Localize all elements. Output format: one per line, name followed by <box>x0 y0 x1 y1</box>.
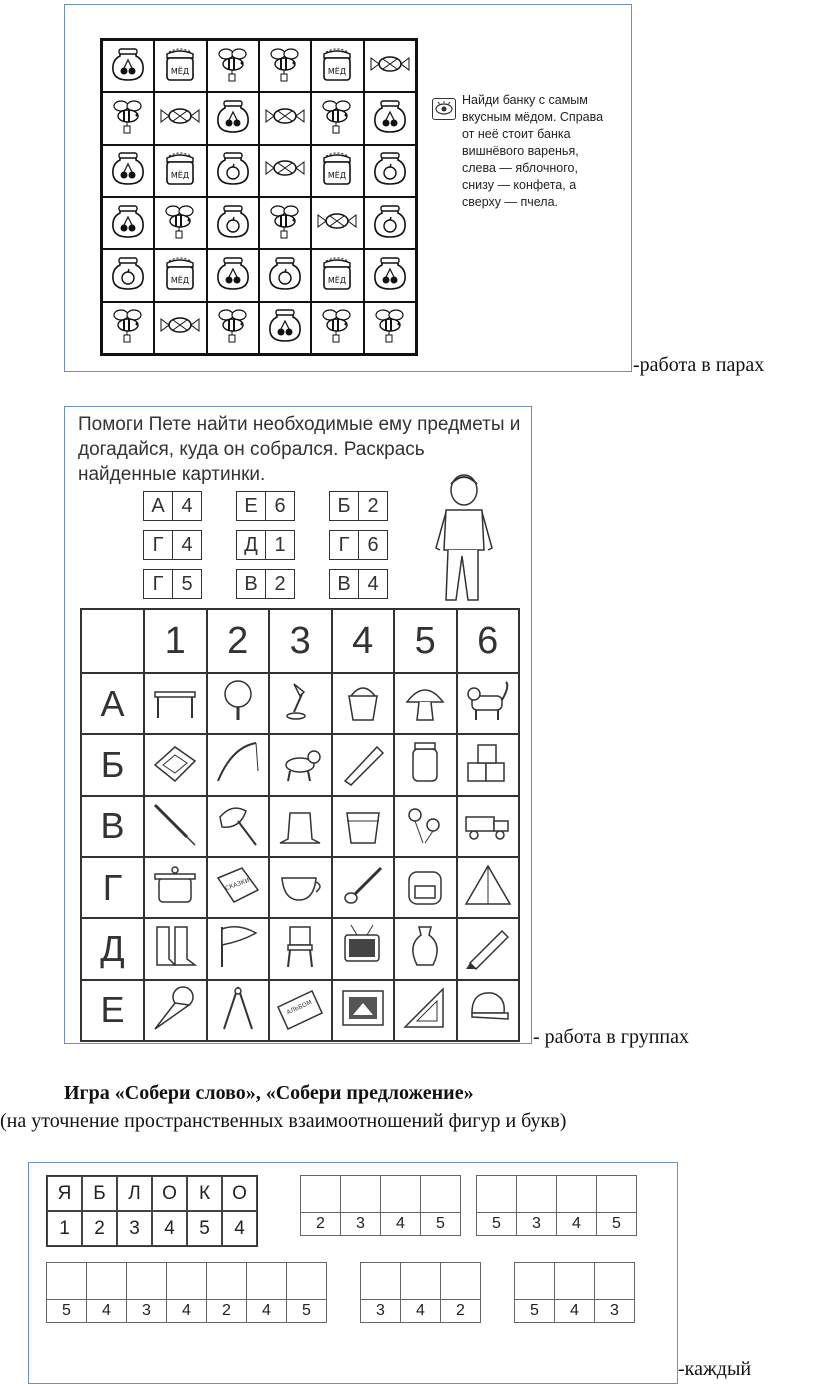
grid-cell-cherry-jar <box>259 302 311 354</box>
honey-jar-icon <box>159 253 201 298</box>
net-icon <box>212 799 264 854</box>
cubes-icon <box>462 737 514 792</box>
letter-slot[interactable] <box>595 1263 634 1299</box>
slot-number: 5 <box>477 1212 517 1235</box>
word-number: 2 <box>82 1211 117 1246</box>
grid-cell-candy <box>154 92 206 144</box>
slot-number: 4 <box>167 1299 207 1322</box>
letter-slot[interactable] <box>361 1263 401 1299</box>
grid-cell-cherry-jar <box>207 92 259 144</box>
letter-slot[interactable] <box>301 1176 341 1212</box>
letter-slot[interactable] <box>207 1263 247 1299</box>
code-number: 4 <box>172 531 201 559</box>
slot-number: 4 <box>555 1299 595 1322</box>
code-pair <box>329 530 388 560</box>
code-pair <box>236 530 295 560</box>
word-puzzle <box>476 1175 637 1236</box>
grid-cell-candy <box>364 40 416 92</box>
item-cell-pencil[interactable] <box>457 918 520 979</box>
grid-cell-apple-jar <box>207 145 259 197</box>
item-cell-cup[interactable] <box>269 857 332 918</box>
candy-icon <box>368 44 412 89</box>
svg-text:МЁД: МЁД <box>171 171 190 181</box>
cat-icon <box>462 676 514 731</box>
book-icon <box>149 737 201 792</box>
item-cell-tree[interactable] <box>207 673 270 734</box>
slot-number: 4 <box>557 1212 597 1235</box>
slot-number: 3 <box>341 1212 381 1235</box>
slot-number: 4 <box>87 1299 127 1322</box>
code-number: 6 <box>358 531 387 559</box>
bee-icon <box>160 201 200 246</box>
row-header: Б <box>81 734 144 795</box>
apple-jar-icon <box>370 148 410 193</box>
code-pair <box>143 491 202 521</box>
flowers-icon <box>399 799 451 854</box>
item-cell-compass[interactable] <box>207 980 270 1041</box>
word-key-table <box>46 1175 258 1247</box>
grid-cell-honey-jar <box>311 145 363 197</box>
item-cell-brush[interactable] <box>144 796 207 857</box>
grid-cell-bee <box>259 197 311 249</box>
grid-cell-apple-jar <box>102 249 154 301</box>
word-number: 5 <box>187 1211 222 1246</box>
code-pair <box>236 569 295 599</box>
slot-number: 5 <box>287 1299 326 1322</box>
bee-icon <box>108 96 148 141</box>
code-pair <box>143 569 202 599</box>
pencil-icon <box>462 921 514 976</box>
code-letter: В <box>244 572 258 595</box>
svg-text:МЁД: МЁД <box>171 66 190 76</box>
cherry-jar-icon <box>213 96 253 141</box>
cherry-jar-icon <box>265 305 305 350</box>
item-cell-table[interactable] <box>144 673 207 734</box>
slot-number: 4 <box>247 1299 287 1322</box>
grid-cell-apple-jar <box>364 145 416 197</box>
item-cell-truck[interactable] <box>457 796 520 857</box>
grid-cell-honey-jar <box>311 249 363 301</box>
pot-icon <box>149 860 201 915</box>
grid-cell-honey-jar <box>311 40 363 92</box>
groups-caption: - работа в группах <box>533 1026 689 1048</box>
grid-cell-apple-jar <box>207 197 259 249</box>
svg-text:АЛЬБОМ: АЛЬБОМ <box>285 998 314 1017</box>
word-letter: Л <box>117 1176 152 1211</box>
grid-cell-cherry-jar <box>364 92 416 144</box>
grid-cell-apple-jar <box>364 197 416 249</box>
apple-jar-icon <box>108 253 148 298</box>
code-letter: Г <box>338 533 350 556</box>
code-number: 6 <box>265 492 294 520</box>
item-cell-cat[interactable] <box>457 673 520 734</box>
item-cell-vase[interactable] <box>394 918 457 979</box>
letter-slot[interactable] <box>557 1176 597 1212</box>
slot-number: 5 <box>515 1299 555 1322</box>
letter-slot[interactable] <box>287 1263 326 1299</box>
grid-cell-apple-jar <box>259 249 311 301</box>
letter-slot[interactable] <box>401 1263 441 1299</box>
picture-icon <box>337 983 389 1038</box>
slot-number: 2 <box>301 1212 341 1235</box>
item-cell-stump[interactable] <box>269 796 332 857</box>
cherry-jar-icon <box>108 148 148 193</box>
item-cell-bucket[interactable] <box>332 673 395 734</box>
flag-icon <box>212 921 264 976</box>
code-letter: Г <box>152 572 164 595</box>
grid-cell-cherry-jar <box>102 40 154 92</box>
row-header: А <box>81 673 144 734</box>
spoon-icon <box>337 860 389 915</box>
pail-icon <box>337 799 389 854</box>
item-cell-tv[interactable] <box>332 918 395 979</box>
candy-icon <box>158 96 202 141</box>
item-cell-net[interactable] <box>207 796 270 857</box>
cherry-jar-icon <box>213 253 253 298</box>
candy-icon <box>158 305 202 350</box>
word-letter: О <box>222 1176 257 1211</box>
candy-icon <box>315 201 359 246</box>
slot-number: 4 <box>401 1299 441 1322</box>
grid-cell-honey-jar <box>154 40 206 92</box>
code-number: 2 <box>265 570 294 598</box>
item-cell-pen[interactable] <box>332 734 395 795</box>
word-puzzle <box>514 1262 635 1323</box>
item-cell-picture[interactable] <box>332 980 395 1041</box>
slot-number: 3 <box>517 1212 557 1235</box>
svg-text:МЁД: МЁД <box>328 275 347 285</box>
row-header: Г <box>81 857 144 918</box>
code-letter: Г <box>152 533 164 556</box>
tree-icon <box>212 676 264 731</box>
dog-icon <box>274 737 326 792</box>
letter-slot[interactable] <box>555 1263 595 1299</box>
slot-number: 2 <box>441 1299 480 1322</box>
grid-cell-bee <box>102 302 154 354</box>
code-number: 2 <box>358 492 387 520</box>
jar-icon <box>399 737 451 792</box>
grid-cell-bee <box>102 92 154 144</box>
code-letter: Е <box>244 494 258 517</box>
fishing-rod-icon <box>212 737 264 792</box>
ice-cream-icon <box>149 983 201 1038</box>
item-cell-backpack[interactable] <box>394 857 457 918</box>
eye-icon <box>432 98 456 120</box>
grid-cell-bee <box>207 40 259 92</box>
grid-cell-cherry-jar <box>102 197 154 249</box>
each-caption: -каждый <box>678 1358 752 1380</box>
item-cell-cap[interactable] <box>457 980 520 1041</box>
letter-slot[interactable] <box>597 1176 636 1212</box>
chair-icon <box>274 921 326 976</box>
bee-icon <box>108 305 148 350</box>
table-icon <box>149 676 201 731</box>
bee-icon <box>213 305 253 350</box>
word-number: 3 <box>117 1211 152 1246</box>
code-pair <box>329 569 388 599</box>
column-header: 6 <box>457 609 520 673</box>
column-header: 2 <box>207 609 270 673</box>
honey-jar-icon <box>159 44 201 89</box>
code-pair <box>143 530 202 560</box>
word-number: 1 <box>47 1211 82 1246</box>
bee-icon <box>265 44 305 89</box>
item-cell-chair[interactable] <box>269 918 332 979</box>
code-letter: Б <box>337 494 351 517</box>
petya-task-text: Помоги Пете найти необходимые ему предметы и догадайся, куда он собрался. Раскрась найденные картинки. <box>78 414 521 485</box>
row-header: Е <box>81 980 144 1041</box>
letter-slot[interactable] <box>477 1176 517 1212</box>
word-letter: О <box>152 1176 187 1211</box>
game-subheading: (на уточнение пространственных взаимоотношений фигур и букв) <box>0 1110 567 1132</box>
album-icon <box>274 983 326 1038</box>
grid-cell-cherry-jar <box>207 249 259 301</box>
letter-slot[interactable] <box>517 1176 557 1212</box>
item-cell-jar[interactable] <box>394 734 457 795</box>
cup-icon <box>274 860 326 915</box>
truck-icon <box>462 799 514 854</box>
grid-cell-bee <box>311 302 363 354</box>
item-cell-pot[interactable] <box>144 857 207 918</box>
mushroom-icon <box>399 676 451 731</box>
cherry-jar-icon <box>370 96 410 141</box>
vase-icon <box>399 921 451 976</box>
code-number: 4 <box>358 570 387 598</box>
boots-icon <box>149 921 201 976</box>
item-cell-cubes[interactable] <box>457 734 520 795</box>
code-number: 4 <box>172 492 201 520</box>
item-cell-mushroom[interactable] <box>394 673 457 734</box>
letter-slot[interactable] <box>87 1263 127 1299</box>
pairs-caption: -работа в парах <box>633 354 765 376</box>
column-header: 4 <box>332 609 395 673</box>
code-letter: В <box>337 572 351 595</box>
column-header: 5 <box>394 609 457 673</box>
letter-slot[interactable] <box>47 1263 87 1299</box>
bee-icon <box>213 44 253 89</box>
letter-slot[interactable] <box>381 1176 421 1212</box>
letter-slot[interactable] <box>421 1176 460 1212</box>
grid-cell-bee <box>259 40 311 92</box>
grid-cell-candy <box>154 302 206 354</box>
letter-slot[interactable] <box>341 1176 381 1212</box>
backpack-icon <box>399 860 451 915</box>
grid-cell-honey-jar <box>154 249 206 301</box>
apple-jar-icon <box>213 201 253 246</box>
item-cell-flowers[interactable] <box>394 796 457 857</box>
code-number: 1 <box>265 531 294 559</box>
bee-icon <box>317 96 357 141</box>
candy-icon <box>263 96 307 141</box>
word-number: 4 <box>222 1211 257 1246</box>
word-letter: Б <box>82 1176 117 1211</box>
apple-jar-icon <box>213 148 253 193</box>
triangle-icon <box>399 983 451 1038</box>
grid-cell-bee <box>364 302 416 354</box>
code-letter: А <box>151 494 165 517</box>
bee-icon <box>317 305 357 350</box>
word-number: 4 <box>152 1211 187 1246</box>
item-cell-boots[interactable] <box>144 918 207 979</box>
slot-number: 5 <box>47 1299 87 1322</box>
item-cell-pail[interactable] <box>332 796 395 857</box>
cherry-jar-icon <box>108 201 148 246</box>
grid-cell-candy <box>311 197 363 249</box>
item-cell-book[interactable] <box>144 734 207 795</box>
tv-icon <box>337 921 389 976</box>
code-number: 5 <box>172 570 201 598</box>
honey-jar-icon <box>316 44 358 89</box>
word-puzzle <box>360 1262 481 1323</box>
letter-slot[interactable] <box>441 1263 480 1299</box>
candy-icon <box>263 148 307 193</box>
item-cell-flag[interactable] <box>207 918 270 979</box>
bee-icon <box>370 305 410 350</box>
brush-icon <box>149 799 201 854</box>
honey-jar-icon <box>316 148 358 193</box>
pen-icon <box>337 737 389 792</box>
cap-icon <box>462 983 514 1038</box>
honey-grid <box>100 38 418 356</box>
apple-jar-icon <box>265 253 305 298</box>
code-pair <box>329 491 388 521</box>
slot-number: 3 <box>595 1299 634 1322</box>
slot-number: 2 <box>207 1299 247 1322</box>
row-header: Д <box>81 918 144 979</box>
item-cell-album[interactable] <box>269 980 332 1041</box>
boy-figure <box>428 470 500 606</box>
column-header: 3 <box>269 609 332 673</box>
grid-cell-cherry-jar <box>102 145 154 197</box>
word-letter: Я <box>47 1176 82 1211</box>
grid-cell-candy <box>259 145 311 197</box>
slot-number: 5 <box>597 1212 636 1235</box>
tales-book-icon <box>212 860 264 915</box>
honey-jar-icon <box>316 253 358 298</box>
svg-text:МЁД: МЁД <box>328 66 347 76</box>
item-cell-spoon[interactable] <box>332 857 395 918</box>
column-header: 1 <box>144 609 207 673</box>
cherry-jar-icon <box>108 44 148 89</box>
word-puzzle <box>300 1175 461 1236</box>
item-cell-lamp[interactable] <box>269 673 332 734</box>
bee-icon <box>265 201 305 246</box>
item-cell-ice-cream[interactable] <box>144 980 207 1041</box>
grid-cell-bee <box>311 92 363 144</box>
word-puzzle <box>46 1262 327 1323</box>
slot-number: 3 <box>361 1299 401 1322</box>
bucket-icon <box>337 676 389 731</box>
item-cell-tent[interactable] <box>457 857 520 918</box>
lamp-icon <box>274 676 326 731</box>
code-pair <box>236 491 295 521</box>
items-grid <box>80 608 520 1042</box>
grid-cell-bee <box>207 302 259 354</box>
tent-icon <box>462 860 514 915</box>
apple-jar-icon <box>370 201 410 246</box>
grid-corner <box>81 609 144 673</box>
letter-slot[interactable] <box>515 1263 555 1299</box>
slot-number: 3 <box>127 1299 167 1322</box>
slot-number: 5 <box>421 1212 460 1235</box>
svg-text:МЁД: МЁД <box>171 275 190 285</box>
slot-number: 4 <box>381 1212 421 1235</box>
letter-slot[interactable] <box>127 1263 167 1299</box>
game-heading: Игра «Собери слово», «Собери предложение» <box>64 1082 474 1104</box>
grid-cell-bee <box>154 197 206 249</box>
letter-slot[interactable] <box>247 1263 287 1299</box>
code-letter: Д <box>244 533 258 556</box>
item-cell-tales-book[interactable] <box>207 857 270 918</box>
letter-slot[interactable] <box>167 1263 207 1299</box>
compass-icon <box>212 983 264 1038</box>
cherry-jar-icon <box>370 253 410 298</box>
item-cell-fishing-rod[interactable] <box>207 734 270 795</box>
grid-cell-honey-jar <box>154 145 206 197</box>
honey-jar-icon <box>159 148 201 193</box>
word-letter: К <box>187 1176 222 1211</box>
grid-cell-cherry-jar <box>364 249 416 301</box>
svg-text:СКАЗКИ: СКАЗКИ <box>224 877 251 893</box>
item-cell-dog[interactable] <box>269 734 332 795</box>
honey-task-text: Найди банку с самым вкусным мёдом. Справа от неё стоит банка вишнёвого варенья, слева — яблочного, снизу — конфета, а сверху — пчела. <box>462 93 604 209</box>
item-cell-triangle[interactable] <box>394 980 457 1041</box>
row-header: В <box>81 796 144 857</box>
stump-icon <box>274 799 326 854</box>
svg-text:МЁД: МЁД <box>328 171 347 181</box>
grid-cell-candy <box>259 92 311 144</box>
